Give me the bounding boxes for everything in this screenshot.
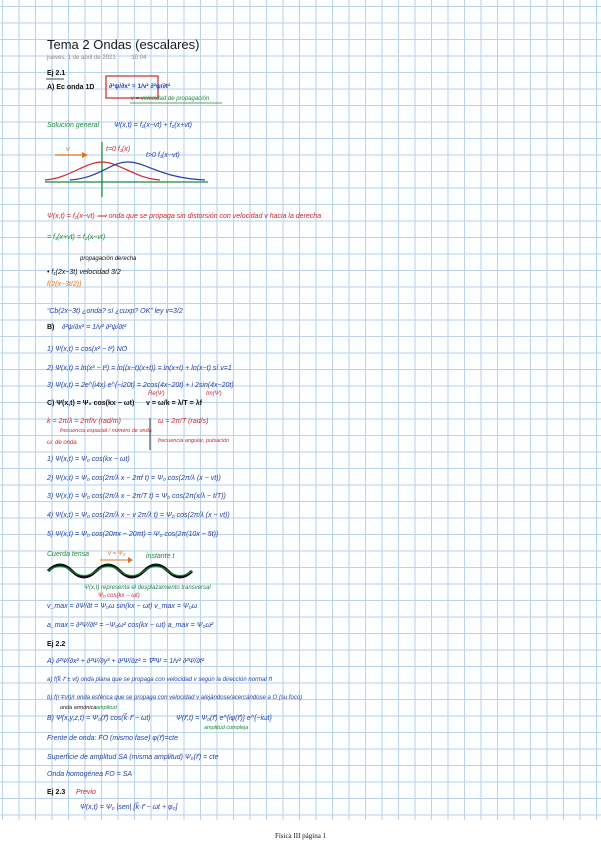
a-label: A) Ec onda 1D: [47, 84, 95, 91]
c-extra: v = ω/k = λ/T = λf: [146, 400, 202, 407]
f2-line: = f₁(x+vt) = f₂(x−vt): [47, 234, 106, 241]
b22-amplitude: amplitud: [96, 705, 117, 711]
general-solution-label: Solución general: [47, 122, 100, 129]
graph-label-v: v: [66, 146, 70, 153]
vmax-line: v_max = ∂Ψ/∂t = Ψ₀ω sin(kx − ωt) v_max = Ψ₀ω: [47, 603, 198, 610]
ej23-heading: Ej 2.3: [47, 789, 66, 796]
page-date: jueves, 1 de abril de 2021: [47, 55, 116, 61]
c-line-4: 4) Ψ(x,t) = Ψ₀ cos(2π/λ x − v 2π/λ t) = Ψ₀ cos(2π/λ (x − vt)): [47, 512, 230, 519]
b22-complex: Ψ(r⃗,t) = Ψ₀(r⃗) e^{iφ(r⃗)} e^{−iωt}: [176, 715, 272, 722]
b-label: B): [47, 324, 55, 331]
c-line-1: 1) Ψ(x,t) = Ψ₀ cos(kx − ωt): [47, 456, 130, 463]
amax-line: a_max = ∂²Ψ/∂t² = −Ψ₀ω² cos(kx − ωt) a_max = Ψ₀ω²: [47, 622, 214, 629]
f-alt: f(2(x−3t/2)): [47, 281, 82, 288]
page-title: Tema 2 Ondas (escalares): [47, 37, 200, 52]
velocity-note: v = velocidad de propagación: [131, 96, 210, 102]
wave-equation: ∂²ψ/∂x² = 1/v² ∂²ψ/∂t²: [109, 83, 171, 90]
a22-plane: a) f(k⃗·r⃗ ± vt) onda plana que se propaga con velocidad v según la dirección normal n⃗: [47, 677, 273, 683]
page-footer: Física III página 1: [274, 832, 327, 840]
graph-label-t0: t=0 f₁(x): [106, 146, 131, 153]
b-line-1: 1) Ψ(x,t) = cos(x² − t²) NO: [47, 346, 128, 353]
displacement-note-2: Ψ₀ cos(kx − ωt): [98, 593, 140, 599]
ej21-heading: Ej 2.1: [47, 70, 66, 77]
c-line-3: 3) Ψ(x,t) = Ψ₀ cos(2π/λ x − 2π/T t) = Ψ₀ cos(2π(x/λ − t/T)): [47, 493, 226, 500]
k-subtitle: frecuencia espacial / número de onda: [60, 428, 152, 434]
displacement-note: Ψ(x,t) representa el desplazamiento transversal: [84, 585, 211, 591]
w-definition: ω = 2π/T (rad/s): [158, 418, 209, 425]
b-equation: ∂²ψ/∂x² = 1/v² ∂²ψ/∂t²: [62, 324, 127, 331]
instant-label: instante t: [146, 553, 175, 560]
string-label: Cuerda tensa: [47, 551, 90, 558]
string-velocity-arrowhead: [128, 557, 133, 563]
w-note: ω: de onda: [47, 440, 77, 446]
f-line: • f₁(2x−3t) velocidad 3/2: [47, 269, 121, 276]
amplitude-surface-line: Superficie de amplitud SA (misma amplitud) Ψ₀(r⃗) = cte: [47, 754, 219, 761]
general-solution-eq: Ψ(x,t) = f₁(x−vt) + f₂(x+vt): [114, 122, 192, 129]
propagation-line: Ψ(x,t) = f₁(x−vt) ⟹ onda que se propaga sin distorsión con velocidad v hacia la derecha: [47, 213, 322, 220]
b22-line: B) Ψ(x,y,z,t) = Ψ₀(r⃗) cos(k⃗·r⃗ − ωt): [47, 715, 151, 722]
ej22-heading: Ej 2.2: [47, 641, 66, 648]
last-equation: Ψ(x,t) = Ψ₀ |sen| [k⃗·r⃗ − ωt + φ₀]: [80, 804, 178, 811]
b-line-3-re: Re(Ψ): [148, 391, 165, 397]
graph-label-t: t>0 f₁(x−vt): [146, 152, 180, 159]
question-line: “Cb(2x−3t) ¿onda? sí ¿cuxp? OK” ley v=3/2: [47, 308, 183, 315]
propagation-direction: propagación derecha: [80, 256, 137, 262]
b-line-2: 2) Ψ(x,t) = ln(x² − t²) = ln((x−t)(x+t)) = ln(x+t) + ln(x−t) sí v=1: [47, 365, 232, 372]
c-line-2: 2) Ψ(x,t) = Ψ₀ cos(2π/λ x − 2πf t) = Ψ₀ cos(2π/λ (x − vt)): [47, 475, 221, 482]
a22-spherical: b) f(r∓vt)/r onda esférica que se propaga con velocidad v alejándose/acercándose a O (su foco): [47, 695, 303, 701]
velocity-arrowhead: [82, 152, 88, 158]
page-time: 10:04: [131, 55, 147, 61]
b22-complex-note: amplitud compleja: [204, 725, 249, 731]
previo-label: Previo: [76, 789, 96, 796]
a22-line: A) ∂²Ψ/∂x² + ∂²Ψ/∂y² + ∂²Ψ/∂z² = ∇²Ψ = 1/v² ∂²Ψ/∂t²: [47, 658, 205, 665]
b-line-3-im: Im(Ψ): [206, 391, 222, 397]
c-label: C) Ψ(x,t) = Ψ₀ cos(kx − ωt): [47, 400, 135, 407]
b-line-3: 3) Ψ(x,t) = 2e^{i4x} e^{−i20t} = 2cos(4x−20t) + i 2sin(4x−20t): [47, 382, 234, 389]
k-definition: k = 2π/λ = 2πf/v (rad/m): [47, 418, 121, 425]
w-subtitle: frecuencia angular, pulsación: [158, 438, 230, 444]
b22-small-label: onda armónica: [60, 705, 97, 711]
homogeneous-line: Onda homogénea FO = SA: [47, 771, 133, 778]
string-velocity: v = Ψ₀: [108, 551, 126, 557]
c-line-5: 5) Ψ(x,t) = Ψ₀ cos(20πx − 20πt) = Ψ₀ cos(2π(10x − 5t)): [47, 531, 219, 538]
wavefront-line: Frente de onda: FO (mismo fase) φ(r⃗)=cte: [47, 735, 178, 742]
